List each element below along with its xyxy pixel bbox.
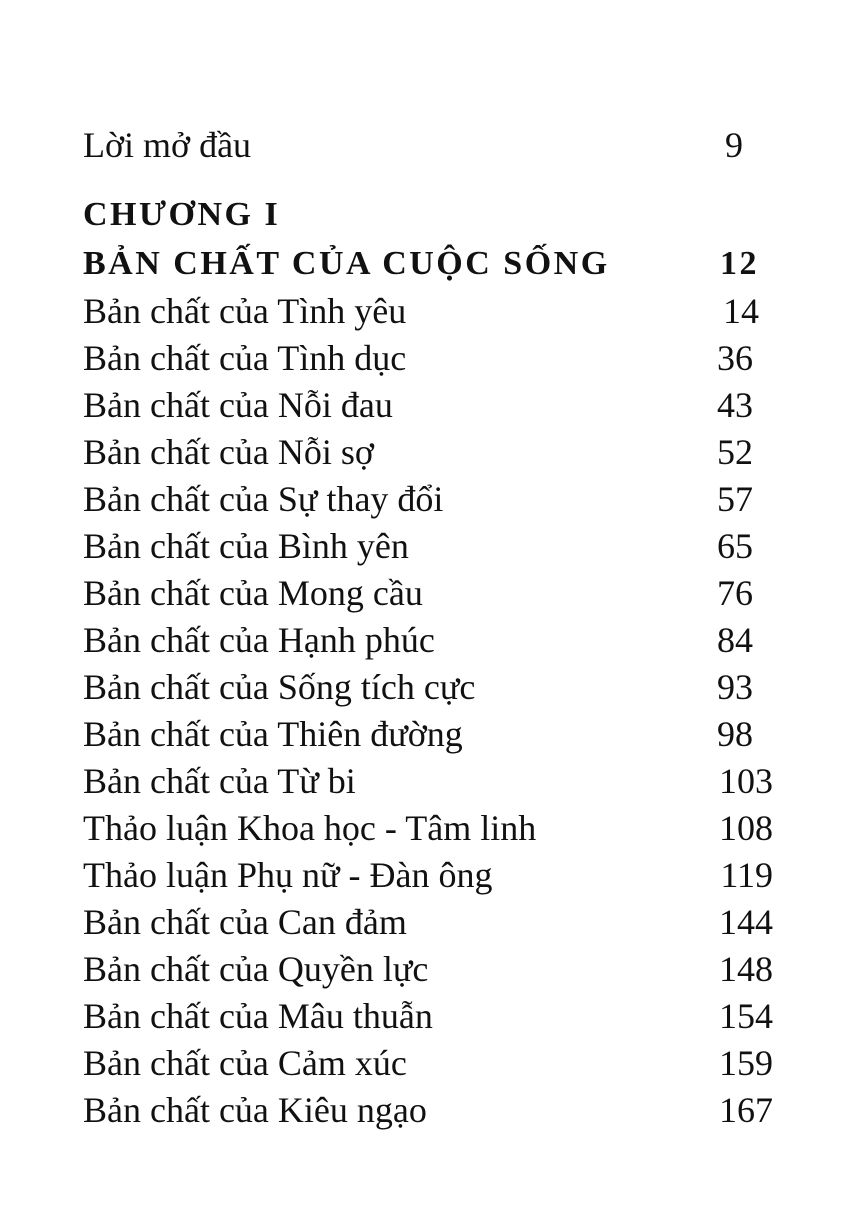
toc-entry-label: Bản chất của Thiên đường <box>83 714 463 754</box>
toc-entry <box>83 288 773 335</box>
toc-entry-label: Lời mở đầu <box>83 125 252 165</box>
toc-entry-page: 76 <box>717 573 753 613</box>
toc-entry <box>83 758 773 805</box>
toc-entry-label: Bản chất của Tình yêu <box>83 291 407 331</box>
toc-entry-label: Bản chất của Sự thay đổi <box>83 479 444 519</box>
toc-entry <box>83 711 773 758</box>
toc-entry <box>83 476 773 523</box>
toc-entry-page: 14 <box>723 291 759 331</box>
toc-entry-intro <box>83 122 773 169</box>
toc-entry-label: Bản chất của Kiêu ngạo <box>83 1090 427 1130</box>
chapter-number: CHƯƠNG I <box>83 196 281 233</box>
table-of-contents <box>83 0 773 1211</box>
chapter-title-row <box>83 240 773 287</box>
toc-entry <box>83 429 773 476</box>
toc-entry-page: 103 <box>719 761 773 801</box>
toc-entry <box>83 852 773 899</box>
toc-entry-label: Bản chất của Từ bi <box>83 761 356 801</box>
toc-entry <box>83 993 773 1040</box>
chapter-page: 12 <box>720 245 759 282</box>
toc-entry-label: Bản chất của Bình yên <box>83 526 409 566</box>
toc-entry-page: 154 <box>719 996 773 1036</box>
toc-entry-label: Thảo luận Khoa học - Tâm linh <box>83 808 537 848</box>
chapter-heading <box>83 191 773 238</box>
toc-entry-page: 65 <box>717 526 753 566</box>
toc-entry <box>83 523 773 570</box>
toc-entry-page: 52 <box>717 432 753 472</box>
toc-entry-page: 98 <box>717 714 753 754</box>
toc-entry <box>83 570 773 617</box>
toc-entry-page: 148 <box>719 949 773 989</box>
toc-entry <box>83 805 773 852</box>
toc-entry-label: Bản chất của Mâu thuẫn <box>83 996 433 1036</box>
toc-entry-page: 9 <box>725 125 743 165</box>
toc-entry <box>83 899 773 946</box>
toc-entry-label: Thảo luận Phụ nữ - Đàn ông <box>83 855 493 895</box>
toc-entry-label: Bản chất của Hạnh phúc <box>83 620 435 660</box>
toc-entry-page: 159 <box>719 1043 773 1083</box>
chapter-title: BẢN CHẤT CỦA CUỘC SỐNG <box>83 245 610 282</box>
toc-entry <box>83 335 773 382</box>
toc-entry <box>83 382 773 429</box>
toc-entry-page: 93 <box>717 667 753 707</box>
toc-entry-label: Bản chất của Sống tích cực <box>83 667 476 707</box>
toc-entry-label: Bản chất của Mong cầu <box>83 573 423 613</box>
toc-entry-page: 84 <box>717 620 753 660</box>
toc-entry <box>83 1040 773 1087</box>
toc-entry <box>83 1087 773 1134</box>
toc-entry <box>83 946 773 993</box>
toc-entry-label: Bản chất của Quyền lực <box>83 949 429 989</box>
toc-entry-page: 144 <box>719 902 773 942</box>
toc-entry-page: 167 <box>719 1090 773 1130</box>
toc-entry-label: Bản chất của Nỗi đau <box>83 385 393 425</box>
toc-entry <box>83 664 773 711</box>
toc-entry-label: Bản chất của Can đảm <box>83 902 407 942</box>
toc-entry-label: Bản chất của Tình dục <box>83 338 407 378</box>
toc-entry-label: Bản chất của Cảm xúc <box>83 1043 407 1083</box>
toc-entry-page: 57 <box>717 479 753 519</box>
toc-entry-page: 108 <box>719 808 773 848</box>
toc-entry-page: 43 <box>717 385 753 425</box>
toc-entry <box>83 617 773 664</box>
toc-entry-label: Bản chất của Nỗi sợ <box>83 432 374 472</box>
toc-entry-page: 36 <box>717 338 753 378</box>
toc-entry-page: 119 <box>720 855 773 895</box>
